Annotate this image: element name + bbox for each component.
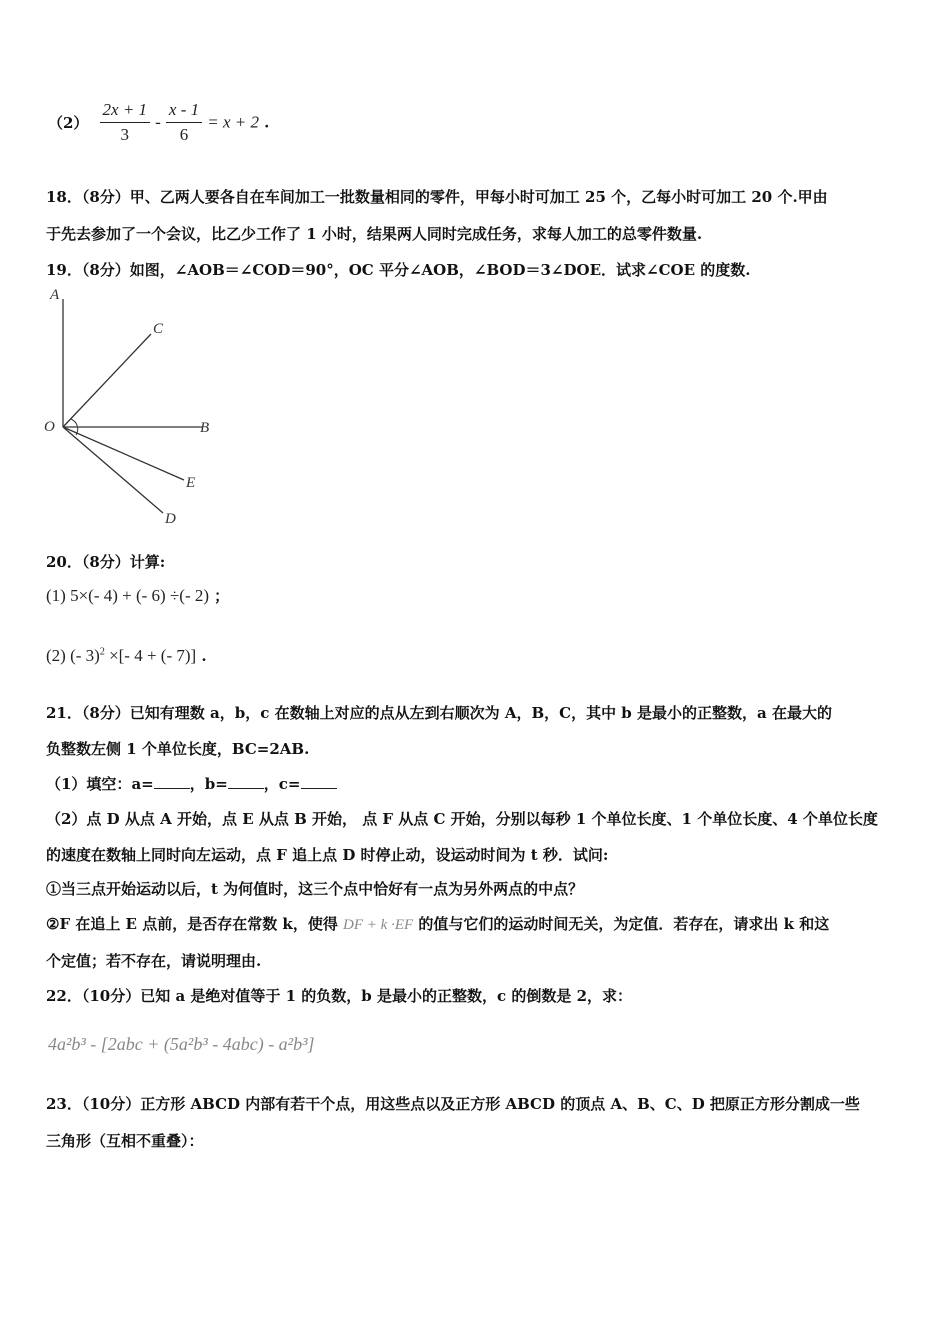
label-O: O: [44, 419, 55, 435]
equation-end-period: .: [264, 113, 270, 132]
equation-rhs: = x + 2: [207, 112, 259, 132]
q20-expression-1: [46, 585, 229, 606]
q21-sub2-text-b: 的值与它们的运动时间无关，为定值．若存在，请求出 k 和这: [413, 915, 830, 933]
q21-line-2: 负整数左侧 1 个单位长度，BC=2AB.: [46, 740, 310, 758]
label-B: B: [200, 420, 210, 436]
q21-part2-line-2: 的速度在数轴上同时向左运动，点 F 追上点 D 时停止动，设运动时间为 t 秒．试问:: [46, 846, 609, 864]
ray-OC: [63, 334, 151, 427]
angle-figure: [40, 285, 240, 525]
q20-expression-2: [46, 646, 207, 666]
label-C: C: [153, 321, 164, 337]
q18-line-1: 18．（8分）甲、乙两人要各自在车间加工一批数量相同的零件，甲每小时可加工 25 个，乙每小时可加工 20 个.甲由: [46, 188, 828, 206]
fraction-1-denominator: 3: [120, 125, 130, 144]
q21-fill-label-b: ，b=: [189, 775, 228, 793]
fraction-2-denominator: 6: [179, 125, 189, 144]
fraction-1-numerator: 2x + 1: [100, 100, 151, 123]
fraction-2: [166, 100, 202, 145]
q17-part2: [48, 100, 269, 145]
minus-sign: -: [155, 112, 161, 132]
q21-sub2-line-2: 个定值；若不存在，请说明理由.: [46, 952, 262, 970]
q21-sub-question-1: ①当三点开始运动以后，t 为何值时，这三个点中恰好有一点为另外两点的中点？: [46, 880, 584, 898]
q20-expr-2-exponent: 2: [99, 646, 105, 658]
ray-OD: [63, 427, 163, 513]
q20-expr-2-base: (2) (- 3): [46, 646, 100, 665]
fraction-1: [100, 100, 151, 145]
blank-c[interactable]: [301, 776, 337, 789]
blank-b[interactable]: [228, 776, 264, 789]
q22-text: 22．（10分）已知 a 是绝对值等于 1 的负数，b 是最小的正整数，c 的倒数是 2，求：: [46, 987, 633, 1005]
fraction-2-numerator: x - 1: [166, 100, 202, 123]
q21-fill-label-a: （1）填空：a=: [46, 775, 154, 793]
ray-OE: [63, 427, 184, 480]
q20-expr-1-end: ；: [214, 587, 230, 605]
q17-part2-label: （2）: [48, 114, 89, 132]
q21-fill-label-c: ，c=: [263, 775, 301, 793]
label-E: E: [186, 475, 196, 491]
q19-text: 19．（8分）如图，∠AOB＝∠COD＝90°，OC 平分∠AOB，∠BOD＝3∠DOE．试求∠COE 的度数.: [46, 261, 751, 279]
label-D: D: [165, 511, 176, 525]
q20-expr-2-end: .: [201, 647, 207, 665]
q23-line-1: 23．（10分）正方形 ABCD 内部有若干个点，用这些点以及正方形 ABCD 的顶点 A、B、C、D 把原正方形分割成一些: [46, 1095, 860, 1113]
q23-line-2: 三角形（互相不重叠）：: [46, 1132, 204, 1150]
q21-sub2-text-a: ②F 在追上 E 点前，是否存在常数 k，使得: [46, 915, 344, 933]
q21-part2-line-1: （2）点 D 从点 A 开始，点 E 从点 B 开始， 点 F 从点 C 开始，分别以每秒 1 个单位长度、1 个单位长度、4 个单位长度: [46, 810, 878, 828]
q22-expression: 4a²b³ - [2abc + (5a²b³ - 4abc) - a²b³]: [48, 1034, 315, 1054]
q20-expr-2-rest: ×[- 4 + (- 7)]: [104, 646, 197, 665]
q21-sub2-expression: DF + k ·EF: [343, 917, 414, 933]
label-A: A: [50, 287, 60, 303]
q18-line-2: 于先去参加了一个会议，比乙少工作了 1 小时，结果两人同时完成任务，求每人加工的总零件数量.: [46, 225, 703, 243]
q21-line-1: 21．（8分）已知有理数 a，b，c 在数轴上对应的点从左到右顺次为 A，B，C，其中 b 是最小的正整数，a 在最大的: [46, 704, 832, 722]
blank-a[interactable]: [154, 776, 190, 789]
q21-sub-question-2: [46, 913, 829, 934]
q20-expr-1-text: (1) 5×(- 4) + (- 6) ÷(- 2): [46, 586, 210, 605]
q20-title: 20．（8分）计算:: [46, 553, 166, 571]
q21-fill-in: [46, 773, 337, 794]
